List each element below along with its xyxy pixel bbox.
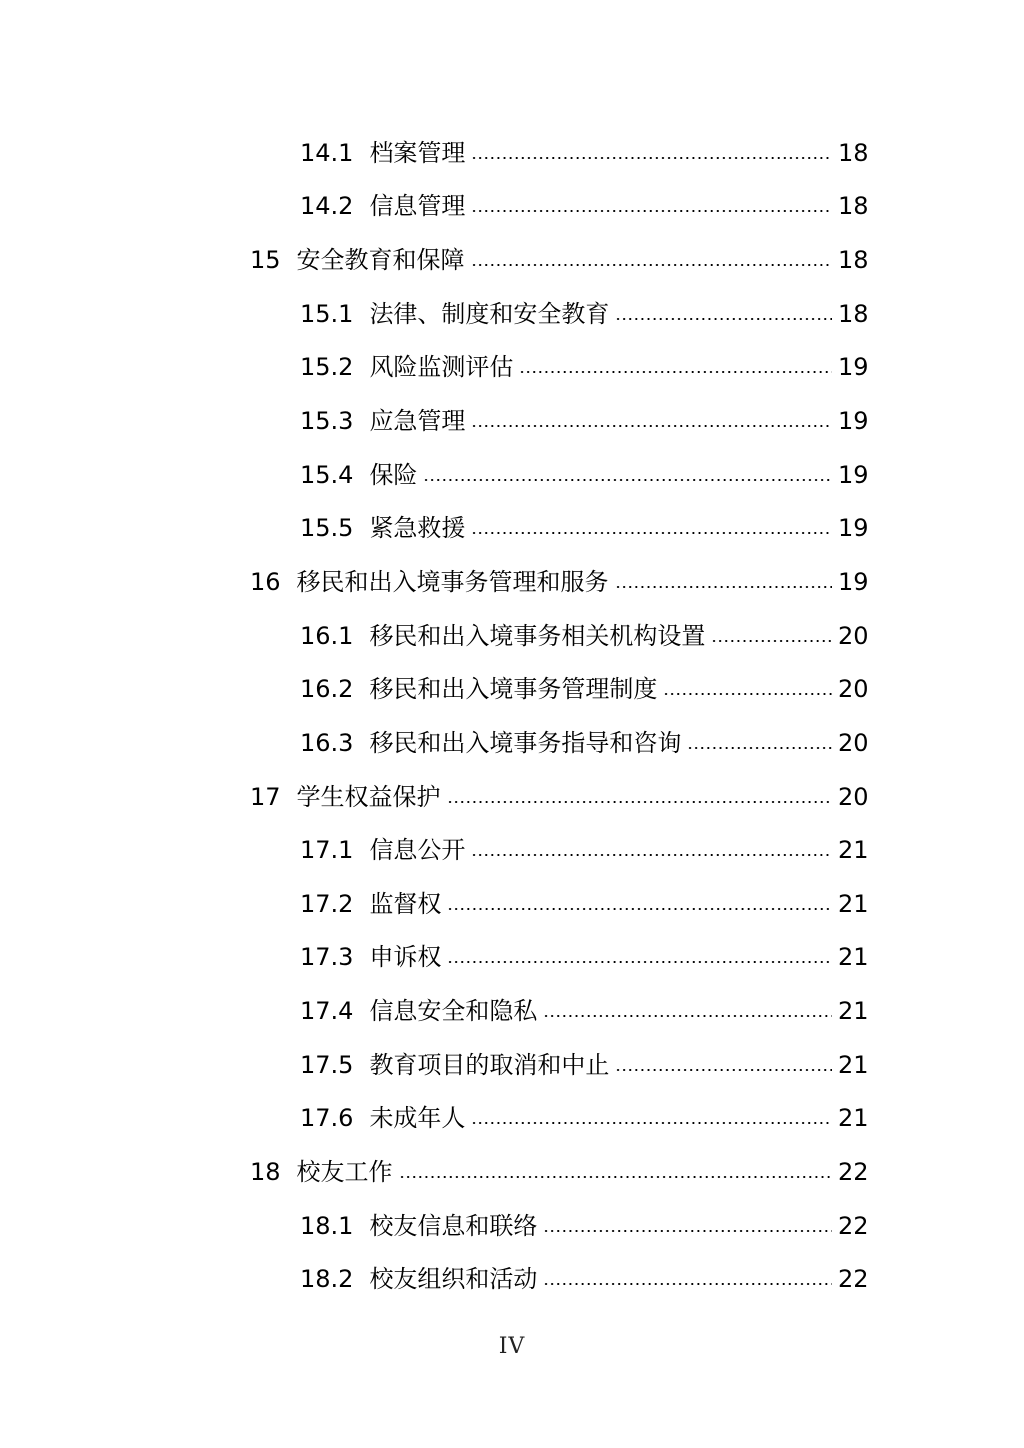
toc-entry-number: 18.1 [300,1211,354,1240]
toc-entry-page-number: 18 [838,138,869,167]
toc-dot-leader [447,961,832,963]
toc-entry-title: 紧急救援 [369,514,466,543]
toc-entry-number: 18 [250,1157,281,1186]
toc-entry-page-number: 21 [838,1104,869,1133]
toc-entry-label [300,513,465,543]
toc-entry-number: 15 [250,246,281,275]
toc-entry-title: 监督权 [369,889,442,918]
toc-dot-leader [471,210,832,212]
toc-dot-leader [423,479,832,481]
toc-entry-number: 14.2 [300,192,354,221]
toc-entry-page-number: 22 [838,1157,869,1186]
toc-entry-title: 安全教育和保障 [296,246,465,275]
toc-dot-leader [471,1122,832,1124]
toc-entry-title: 保险 [369,460,418,489]
toc-section-entry[interactable] [0,341,1024,395]
toc-section-entry[interactable] [0,716,1024,770]
toc-entry-page-number: 18 [838,299,869,328]
table-of-contents [0,126,1024,1306]
toc-entry-title: 移民和出入境事务管理制度 [369,675,658,704]
toc-dot-leader [615,1069,832,1071]
toc-entry-number: 16 [250,567,281,596]
toc-entry-label [300,1050,609,1080]
toc-entry-number: 15.2 [300,353,354,382]
toc-entry-title: 移民和出入境事务指导和咨询 [369,728,682,757]
toc-entry-number: 14.1 [300,138,354,167]
toc-entry-page-number: 22 [838,1265,869,1294]
toc-section-entry[interactable] [0,984,1024,1038]
toc-entry-label [300,352,513,382]
toc-dot-leader [447,801,832,803]
toc-section-entry[interactable] [0,501,1024,555]
toc-entry-label [300,835,465,865]
toc-dot-leader [471,532,832,534]
toc-entry-page-number: 20 [838,782,869,811]
toc-entry-label [300,406,465,436]
toc-dot-leader [711,640,832,642]
toc-entry-page-number: 19 [838,353,869,382]
toc-entry-title: 档案管理 [369,138,466,167]
toc-entry-page-number: 20 [838,728,869,757]
toc-dot-leader [447,908,832,910]
toc-section-entry[interactable] [0,287,1024,341]
toc-section-entry[interactable] [0,662,1024,716]
toc-entry-title: 信息公开 [369,836,466,865]
toc-entry-label [300,1264,537,1294]
toc-entry-title: 教育项目的取消和中止 [369,1050,610,1079]
toc-entry-number: 17.3 [300,943,354,972]
toc-entry-number: 16.1 [300,621,354,650]
toc-dot-leader [663,693,832,695]
toc-section-entry[interactable] [0,931,1024,985]
toc-entry-page-number: 21 [838,889,869,918]
toc-dot-leader [543,1015,832,1017]
toc-entry-number: 16.2 [300,675,354,704]
toc-entry-label [300,1103,465,1133]
toc-entry-number: 15.3 [300,407,354,436]
toc-entry-number: 16.3 [300,728,354,757]
toc-section-entry[interactable] [0,1092,1024,1146]
toc-entry-title: 风险监测评估 [369,353,514,382]
toc-entry-number: 17.6 [300,1104,354,1133]
toc-entry-page-number: 19 [838,514,869,543]
toc-entry-label [300,889,441,919]
toc-entry-label [300,460,417,490]
toc-section-entry[interactable] [0,126,1024,180]
toc-section-entry[interactable] [0,180,1024,234]
toc-entry-page-number: 21 [838,997,869,1026]
toc-entry-label [300,996,537,1026]
toc-dot-leader [543,1230,832,1232]
toc-entry-number: 17.4 [300,997,354,1026]
toc-entry-number: 15.1 [300,299,354,328]
toc-entry-label [300,191,465,221]
toc-dot-leader [399,1176,832,1178]
toc-entry-label [300,674,657,704]
toc-entry-label [300,1211,537,1241]
toc-entry-number: 15.5 [300,514,354,543]
toc-entry-number: 15.4 [300,460,354,489]
toc-entry-title: 校友工作 [296,1157,393,1186]
toc-entry-page-number: 19 [838,567,869,596]
toc-entry-title: 申诉权 [369,943,442,972]
toc-dot-leader [615,318,832,320]
toc-entry-page-number: 20 [838,621,869,650]
toc-dot-leader [615,586,832,588]
toc-section-entry[interactable] [0,1252,1024,1306]
toc-entry-page-number: 22 [838,1211,869,1240]
toc-entry-title: 信息安全和隐私 [369,997,538,1026]
toc-entry-page-number: 21 [838,1050,869,1079]
toc-dot-leader [471,854,832,856]
toc-entry-title: 信息管理 [369,192,466,221]
toc-entry-page-number: 21 [838,943,869,972]
toc-entry-page-number: 19 [838,460,869,489]
toc-entry-label [300,299,609,329]
toc-entry-number: 17.2 [300,889,354,918]
toc-dot-leader [543,1283,832,1285]
toc-entry-label [250,1157,393,1187]
toc-section-entry[interactable] [0,394,1024,448]
toc-entry-page-number: 18 [838,192,869,221]
toc-dot-leader [471,425,832,427]
toc-entry-label [250,567,609,597]
toc-entry-title: 法律、制度和安全教育 [369,299,610,328]
toc-entry-number: 18.2 [300,1265,354,1294]
toc-entry-title: 移民和出入境事务相关机构设置 [369,621,706,650]
toc-entry-title: 移民和出入境事务管理和服务 [296,567,609,596]
toc-section-entry[interactable] [0,1038,1024,1092]
toc-dot-leader [519,371,832,373]
toc-dot-leader [471,157,832,159]
toc-dot-leader [471,264,832,266]
toc-chapter-entry[interactable] [0,233,1024,287]
toc-entry-label [250,782,441,812]
toc-entry-page-number: 20 [838,675,869,704]
toc-entry-label [300,942,441,972]
toc-section-entry[interactable] [0,1199,1024,1253]
toc-entry-number: 17.1 [300,836,354,865]
toc-entry-label [250,245,465,275]
toc-entry-title: 学生权益保护 [296,782,441,811]
toc-entry-number: 17 [250,782,281,811]
page-number: IV [498,1334,526,1359]
toc-entry-label [300,621,705,651]
toc-entry-label [300,728,681,758]
toc-entry-page-number: 21 [838,836,869,865]
toc-entry-title: 未成年人 [369,1104,466,1133]
toc-entry-title: 应急管理 [369,407,466,436]
toc-section-entry[interactable] [0,609,1024,663]
toc-entry-number: 17.5 [300,1050,354,1079]
toc-entry-page-number: 19 [838,407,869,436]
toc-entry-label [300,138,465,168]
toc-chapter-entry[interactable] [0,555,1024,609]
toc-chapter-entry[interactable] [0,1145,1024,1199]
toc-section-entry[interactable] [0,823,1024,877]
toc-entry-page-number: 18 [838,246,869,275]
toc-entry-title: 校友信息和联络 [369,1211,538,1240]
toc-section-entry[interactable] [0,877,1024,931]
toc-entry-title: 校友组织和活动 [369,1265,538,1294]
toc-section-entry[interactable] [0,448,1024,502]
toc-dot-leader [687,747,832,749]
toc-chapter-entry[interactable] [0,770,1024,824]
